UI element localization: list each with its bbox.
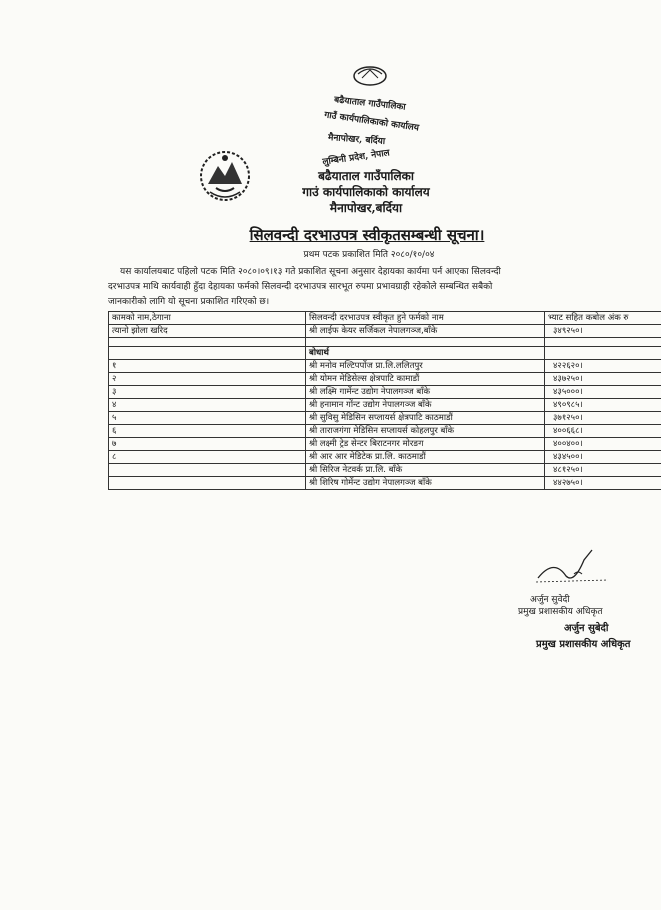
table-spacer-row (109, 338, 661, 347)
section-empty-cell (109, 347, 306, 360)
bid-amount: ४८१२५०। (545, 464, 661, 477)
notice-subtitle: प्रथम पटक प्रकाशित मिति २०८०/१०/०४ (303, 250, 435, 260)
office-stamp (318, 62, 423, 174)
table-row (109, 464, 661, 477)
org-name: बढैयाताल गाउँपालिका (318, 169, 414, 183)
stamp-line-2: गाउँ कार्यपालिकाको कार्यालय (323, 110, 420, 134)
table-row (109, 373, 661, 386)
firm-name: श्री मनोव मल्टिपर्पोज प्रा.लि.ललितपुर (306, 360, 545, 373)
row-number: ५ (109, 412, 306, 425)
stamp-line-4: लुम्बिनी प्रदेश, नेपाल (321, 148, 391, 168)
signer-title-handwritten: प्रमुख प्रशासकीय अधिकृत (518, 607, 603, 617)
spacer-cell (306, 338, 545, 347)
row-number: ६ (109, 425, 306, 438)
office-name: गाउं कार्यपालिकाको कार्यालय (302, 185, 430, 199)
table-row (109, 477, 661, 490)
header-firm: सिलवन्दी दरभाउपत्र स्वीकृत हुने फर्मको नाम (306, 312, 545, 325)
signer-name-stamp: अर्जुन सुबेदी (564, 623, 609, 634)
table-row (109, 325, 661, 338)
work-name: त्यानो झोला खरिद (109, 325, 306, 338)
row-number (109, 464, 306, 477)
row-number (109, 477, 306, 490)
row-number: ३ (109, 386, 306, 399)
row-number: १ (109, 360, 306, 373)
bid-amount: ४००६६८। (545, 425, 661, 438)
nepal-emblem (196, 148, 254, 204)
firm-name: श्री सुविसु मेडिसिन सप्लायर्स क्षेत्रपाटि काठमाडौं (306, 412, 545, 425)
row-number: ८ (109, 451, 306, 464)
bid-amount: ४४२७५०। (545, 477, 661, 490)
office-location: मैनापोखर,बर्दिया (329, 201, 403, 215)
section-label: बोधार्थ (306, 347, 545, 360)
row-number: ७ (109, 438, 306, 451)
table-row (109, 386, 661, 399)
header-work: कामको नाम,ठेगाना (109, 312, 306, 325)
body-line-1: यस कार्यालयबाट पहिलो पटक मिति २०८०।०९।१३ गते प्रकाशित सूचना अनुसार देहायका कार्यमा पर्न आएका सिलवन्दी (120, 267, 501, 277)
section-empty-cell (545, 347, 661, 360)
spacer-cell (109, 338, 306, 347)
firm-name: श्री हनामान गोंन्ट उद्योग नेपालगञ्ज बाँके (306, 399, 545, 412)
signer-name-handwritten: अर्जुन सुवेदी (530, 595, 570, 605)
stamp-line-3: मैनापोखर, बर्दिया (327, 133, 386, 147)
firm-name: श्री योमन मेडिसेल्स क्षेत्रपाटि कामाडौं (306, 373, 545, 386)
bid-amount: ४२२६२०। (545, 360, 661, 373)
firm-name: श्री शिरिष गोर्मेन्ट उद्योग नेपालगञ्ज बाँके (306, 477, 545, 490)
firm-name: श्री आर आर मेडिटेक प्रा.लि. काठमाडौं (306, 451, 545, 464)
table-row (109, 399, 661, 412)
firm-name: श्री सिरिज नेटवर्क प्रा.लि. बाँके (306, 464, 545, 477)
firm-name: श्री ताराजगंगा मेडिसिन सप्लायर्स कोहलपुर बाँके (306, 425, 545, 438)
firm-name: श्री लक्ष्मि गार्मेन्ट उद्योग नेपालगञ्ज बाँके (306, 386, 545, 399)
bid-amount: ४३५०००। (545, 386, 661, 399)
row-number: २ (109, 373, 306, 386)
body-line-3: जानकारीको लागि यो सूचना प्रकाशित गरिएको छ। (108, 297, 270, 307)
national-emblem-icon (196, 148, 254, 204)
bid-amount: ४३४५००। (545, 451, 661, 464)
bid-amount: ४००४००। (545, 438, 661, 451)
table-row (109, 451, 661, 464)
signature-icon (534, 548, 614, 588)
firm-name: श्री लक्ष्मी ट्रेड सेन्टर बिराटनगर मोरङग (306, 438, 545, 451)
spacer-cell (545, 338, 661, 347)
notice-title: सिलवन्दी दरभाउपत्र स्वीकृतसम्बन्धी सूचना। (249, 226, 485, 244)
row-number: ४ (109, 399, 306, 412)
bid-amount: ४३७२५०। (545, 373, 661, 386)
notice-body (108, 265, 661, 310)
bid-table (108, 311, 661, 490)
office-header (256, 168, 476, 216)
bid-amount: ४९०९८५। (545, 399, 661, 412)
table-row (109, 425, 661, 438)
table-section-row (109, 347, 661, 360)
table-header-row (109, 312, 661, 325)
header-amount: भ्याट सहित कबोल अंक रु (545, 312, 661, 325)
table-row (109, 412, 661, 425)
firm-name: श्री लाईफ केयर सर्जिकल नेपालगञ्ज,बाँके (306, 325, 545, 338)
signature-scrawl (534, 548, 614, 588)
bid-amount: ३७१२५०। (545, 412, 661, 425)
body-line-2: दरभाउपत्र माथि कार्यवाही हुँदा देहायका फर्मको सिलवन्दी दरभाउपत्र सारभूत रुपमा प्रभावग्राही रहेकोले सम्बन्धित सबैको (108, 282, 493, 292)
table-row (109, 438, 661, 451)
stamp-line-1: बढैयाताल गाउँपालिका (333, 95, 407, 113)
signer-title-stamp: प्रमुख प्रशासकीय अधिकृत (536, 639, 631, 650)
table-row (109, 360, 661, 373)
bid-amount: ३४९२५०। (545, 325, 661, 338)
